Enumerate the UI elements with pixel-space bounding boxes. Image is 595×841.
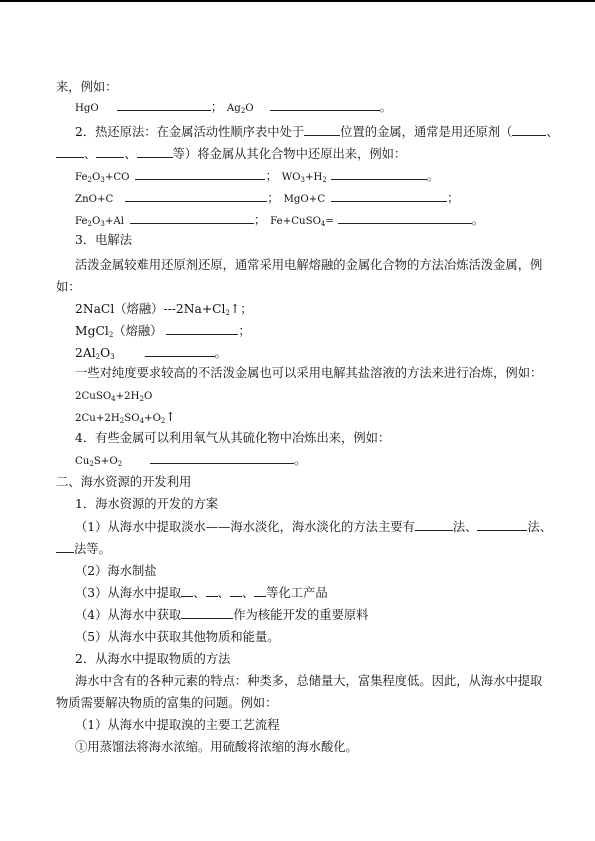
text-line: 海水中含有的各种元素的特点：种类多，总储量大，富集程度低。因此，从海水中提取 [75, 674, 543, 688]
fill-blank[interactable] [125, 190, 267, 202]
fill-blank[interactable] [117, 99, 211, 111]
text-line: 来，例如： [56, 80, 118, 94]
fill-blank[interactable] [145, 345, 215, 357]
text-line: $2Cu+2H_2SO_4+O_2↑$ [75, 410, 176, 425]
text-line: 如： [56, 280, 81, 294]
fill-blank[interactable] [254, 585, 266, 597]
text-line: $Fe_2O_3+CO$ ； $WO_3+H_2$ 。 [75, 169, 440, 184]
fill-blank[interactable] [270, 99, 380, 111]
text-line: 一些对纯度要求较高的不活泼金属也可以采用电解其盐溶液的方法来进行冶炼，例如： [75, 366, 543, 380]
text-line: 2．热还原法：在金属活动性顺序表中处于 位置的金属，通常是用还原剂（ 、 [75, 125, 559, 139]
text-line: $2CuSO_4+2H_2O$ [75, 391, 153, 403]
text-line: （3）从海水中提取 、 、 、 等化工产品 [75, 586, 328, 600]
fill-blank[interactable] [137, 146, 173, 158]
section-heading: 3．电解法 [75, 233, 133, 247]
text-line: MgCl$_2$（熔融） ； [75, 324, 251, 339]
text-line: （1）从海水中提取淡水——海水淡化，海水淡化的方法主要有 法、 法、 [75, 520, 553, 534]
text-line: ZnO+C ； MgO+C ； [75, 191, 460, 205]
fill-blank[interactable] [181, 607, 233, 619]
text-line: （2）海水制盐 [75, 564, 157, 578]
fill-blank[interactable] [477, 519, 527, 531]
fill-blank[interactable] [331, 168, 427, 180]
fill-blank[interactable] [512, 124, 546, 136]
text-line: 法等。 [56, 541, 111, 557]
fill-blank[interactable] [206, 585, 218, 597]
text-line: $2Al_2O_3$ 。 [75, 346, 227, 361]
fill-blank[interactable] [135, 168, 265, 180]
text-line: （4）从海水中获取 作为核能开发的重要原料 [75, 608, 369, 622]
fill-blank[interactable] [331, 190, 447, 202]
text-line: 物质需要解决物质的富集的问题。例如： [56, 696, 278, 710]
text-line: ①用蒸馏法将海水浓缩。用硫酸将浓缩的海水酸化。 [75, 740, 358, 754]
fill-blank[interactable] [56, 541, 74, 553]
text-line: $Cu_2S+O_2$ 。 [75, 453, 307, 468]
fill-blank[interactable] [230, 585, 242, 597]
fill-blank[interactable] [181, 585, 193, 597]
text-line: 4．有些金属可以利用氧气从其硫化物中冶炼出来，例如： [75, 431, 391, 445]
fill-blank[interactable] [415, 519, 453, 531]
fill-blank[interactable] [166, 323, 238, 335]
section-heading: 1．海水资源的开发的方案 [75, 497, 219, 511]
text-line: 2NaCl（熔融）$---2Na+Cl_2↑$； [75, 302, 253, 317]
fill-blank[interactable] [96, 146, 124, 158]
section-heading: 2．从海水中提取物质的方法 [75, 652, 231, 666]
text-line: （1）从海水中提取溴的主要工艺流程 [75, 718, 280, 732]
text-line: 活泼金属较难用还原剂还原，通常采用电解熔融的金属化合物的方法冶炼活泼金属，例 [75, 258, 543, 272]
fill-blank[interactable] [130, 212, 254, 224]
text-line: HgO ； $Ag_2O$ 。 [75, 100, 392, 115]
fill-blank[interactable] [338, 212, 472, 224]
section-heading: 二、海水资源的开发利用 [56, 475, 192, 489]
text-line: $Fe_2O_3+Al$ ； Fe+CuSO$_4$= 。 [75, 213, 485, 228]
fill-blank[interactable] [56, 146, 84, 158]
text-line: （5）从海水中获取其他物质和能量。 [75, 630, 280, 644]
fill-blank[interactable] [150, 452, 294, 464]
fill-blank[interactable] [304, 124, 340, 136]
text-line: 、 、 等）将金属从其化合物中还原出来，例如： [56, 146, 406, 162]
